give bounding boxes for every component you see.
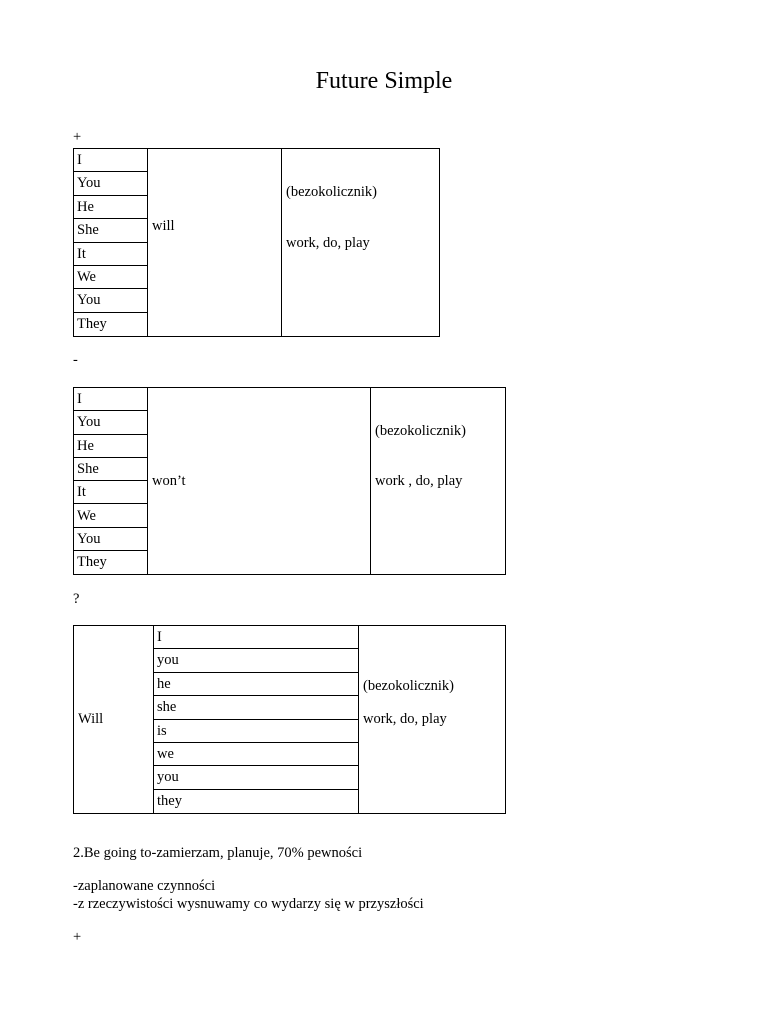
examples-text: work, do, play [363, 711, 447, 727]
going-to-sign: + [73, 929, 82, 945]
affirmative-sign: + [73, 129, 82, 145]
auxiliary-text: will [152, 218, 175, 234]
table-row: He [74, 435, 147, 458]
table-row: We [74, 266, 147, 289]
table-row: She [74, 219, 147, 242]
pronoun-column [74, 149, 148, 336]
pronoun-column [74, 388, 148, 574]
verb-form-text: (bezokolicznik) [363, 678, 454, 694]
table-row: she [154, 696, 358, 719]
auxiliary-column [148, 388, 371, 574]
table-row: You [74, 411, 147, 434]
page-title: Future Simple [315, 68, 453, 94]
table-row: he [154, 673, 358, 696]
affirmative-table [73, 148, 440, 337]
table-row: we [154, 743, 358, 766]
verb-form-text: (bezokolicznik) [286, 184, 377, 200]
question-table [73, 625, 506, 814]
table-row: They [77, 554, 107, 571]
question-sign: ? [73, 591, 80, 607]
table-row: You [74, 528, 147, 551]
table-row: You [74, 172, 147, 195]
negative-table [73, 387, 506, 575]
table-row: is [154, 720, 358, 743]
table-row: they [157, 792, 182, 809]
table-row: you [154, 766, 358, 789]
table-row: you [154, 649, 358, 672]
table-row: I [74, 149, 147, 172]
table-row: It [74, 243, 147, 266]
auxiliary-column [74, 626, 154, 813]
table-row: It [74, 481, 147, 504]
verb-column [282, 149, 439, 336]
auxiliary-text: Will [78, 711, 104, 727]
verb-column [359, 626, 505, 813]
auxiliary-text: won’t [152, 473, 186, 489]
table-row: He [74, 196, 147, 219]
table-row: I [154, 626, 358, 649]
verb-column [371, 388, 505, 574]
table-row: I [74, 388, 147, 411]
examples-text: work, do, play [286, 235, 370, 251]
going-to-point: -zaplanowane czynności [73, 878, 216, 894]
negative-sign: - [73, 352, 78, 368]
table-row: We [74, 505, 147, 528]
table-row: She [74, 458, 147, 481]
pronoun-column [154, 626, 359, 813]
table-row: They [77, 315, 107, 332]
auxiliary-column [148, 149, 282, 336]
examples-text: work , do, play [375, 473, 463, 489]
verb-form-text: (bezokolicznik) [375, 423, 466, 439]
going-to-heading: 2.Be going to-zamierzam, planuje, 70% pewności [73, 845, 363, 861]
going-to-point: -z rzeczywistości wysnuwamy co wydarzy się w przyszłości [73, 896, 424, 912]
table-row: You [74, 289, 147, 312]
